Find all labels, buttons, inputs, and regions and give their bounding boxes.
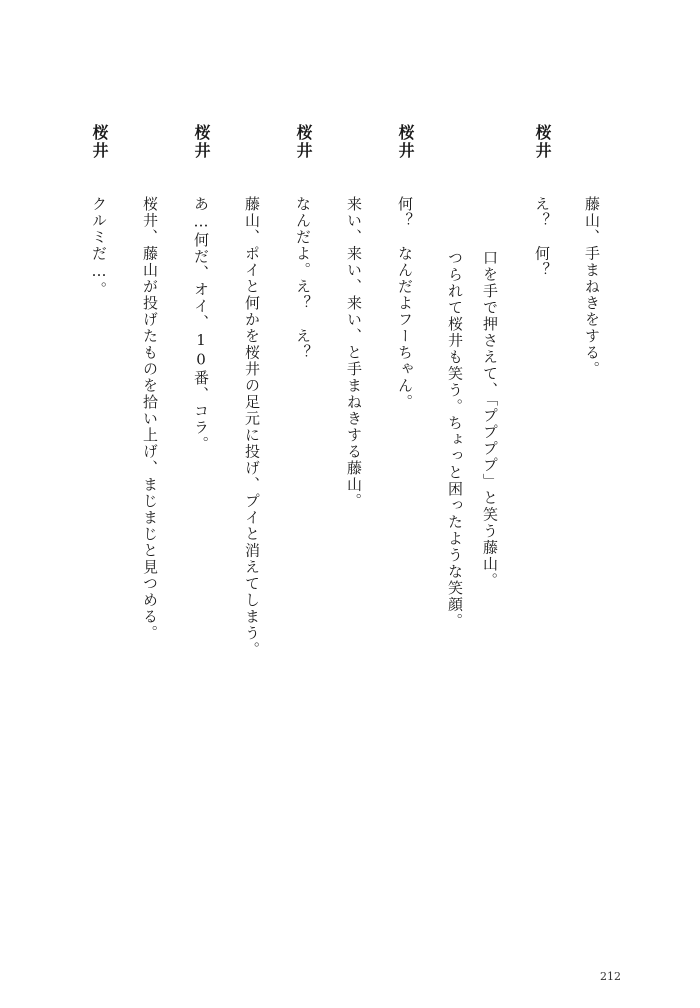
speaker-name: 桜井	[192, 124, 211, 160]
page-number: 212	[600, 970, 621, 983]
stage-direction-line: 藤山、ポイと何かを桜井の足元に投げ、プイと消えてしまう。	[243, 196, 261, 658]
dialogue-line: なんだよ。え？ え？	[294, 196, 312, 361]
dialogue-line: クルミだ…。	[90, 196, 108, 298]
dialogue-line: え？ 何？	[533, 196, 551, 279]
stage-direction-line: 口を手で押さえて、「ププププ」と笑う藤山。	[481, 250, 499, 589]
stage-direction-line: 藤山、手まねきをする。	[583, 196, 601, 378]
speaker-name: 桜井	[90, 124, 109, 160]
dialogue-line: 何？ なんだよフーちゃん。	[396, 196, 414, 411]
stage-direction-line: 桜井、藤山が投げたものを拾い上げ、まじまじと見つめる。	[141, 196, 159, 642]
dialogue-line: あ…何だ、オイ、10番、コラ。	[192, 196, 210, 453]
speaker-name: 桜井	[396, 124, 415, 160]
stage-direction-line: つられて桜井も笑う。ちょっと困ったような笑顔。	[446, 250, 464, 630]
speaker-name: 桜井	[294, 124, 313, 160]
speaker-name: 桜井	[533, 124, 552, 160]
stage-direction-line: 来い、来い、来い、と手まねきする藤山。	[345, 196, 363, 510]
